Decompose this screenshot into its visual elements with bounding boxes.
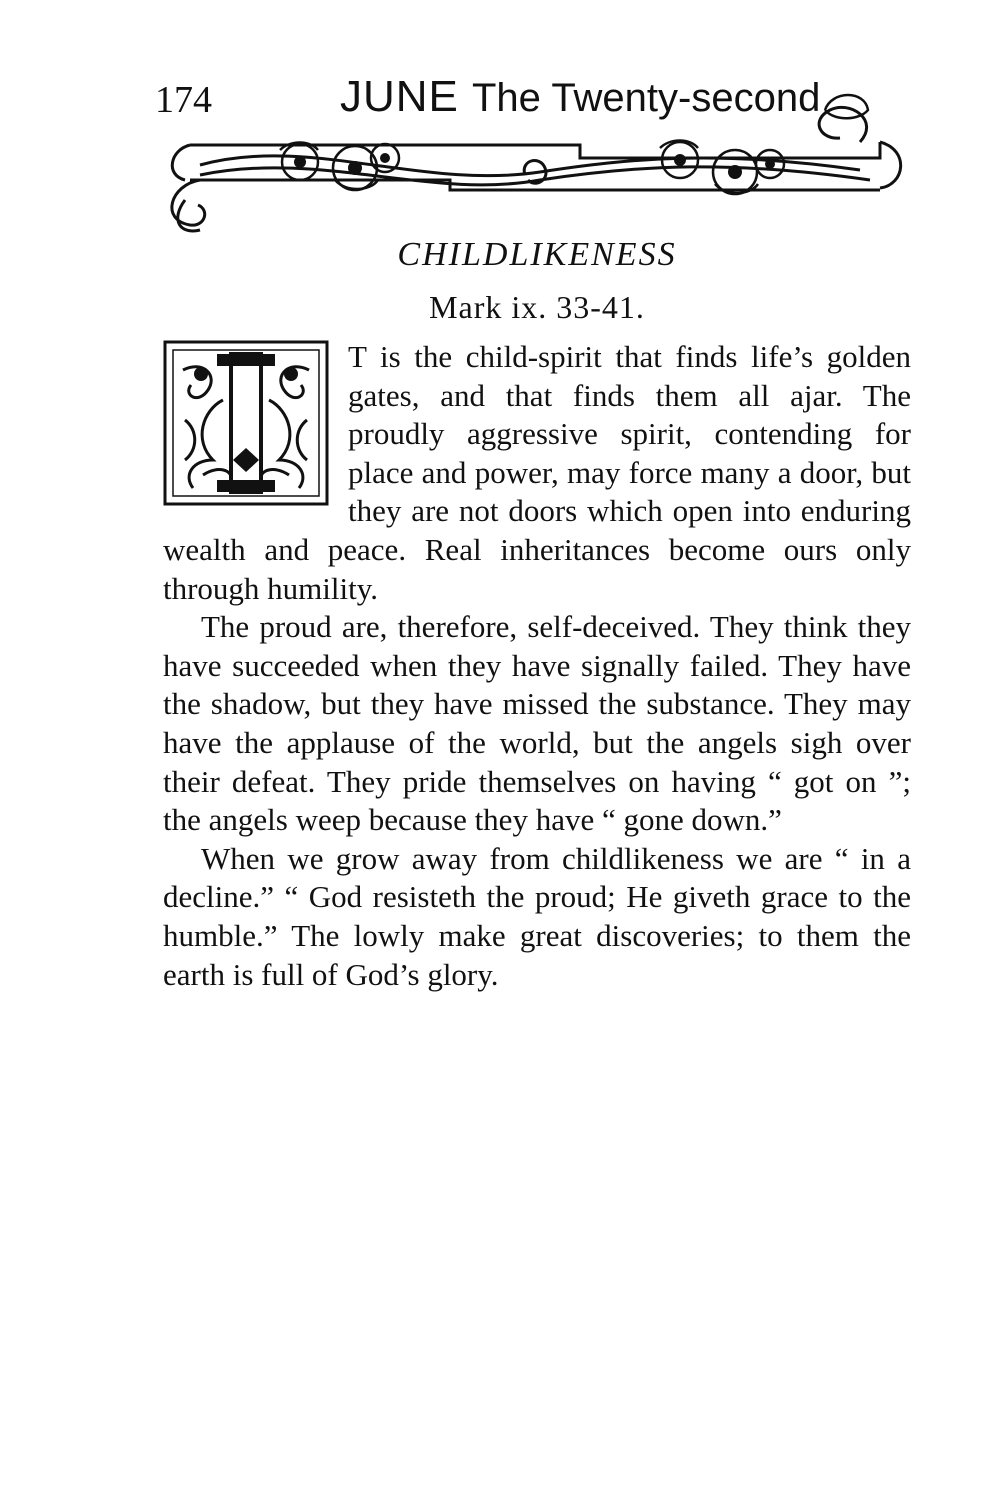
page-number: 174 [155, 79, 212, 121]
month-label: JUNE [340, 72, 459, 121]
paragraph-2: The proud are, therefore, self-deceived. They think they have succeeded when they have signally failed. They have the shadow, but they have missed the substance. They may have the applause of the world, but the angels sigh over their defeat. They pride themselves on having “ got on ”; the angels weep because they have “ gone down.” [163, 609, 911, 838]
dropcap-space [163, 338, 348, 514]
floral-vine-banner-icon [160, 80, 920, 240]
body-text [163, 338, 911, 994]
scripture-reference: Mark ix. 33-41. [429, 289, 645, 325]
day-label: The Twenty-second [472, 76, 821, 120]
section-title: CHILDLIKENESS [397, 236, 677, 273]
paragraph-3: When we grow away from childlikeness we are “ in a decline.” “ God resisteth the proud; He giveth grace to the humble.” The lowly make great discoveries; to them the earth is full of God’s glory. [163, 840, 911, 992]
paragraph-1: T is the child-spirit that finds life’s golden gates, and that finds them all ajar. The proudly aggressive spirit, contending for place and power, may force many a door, but they are not doors which open into enduring wealth and peace. Real inheritances become ours only through humility. [163, 339, 911, 606]
